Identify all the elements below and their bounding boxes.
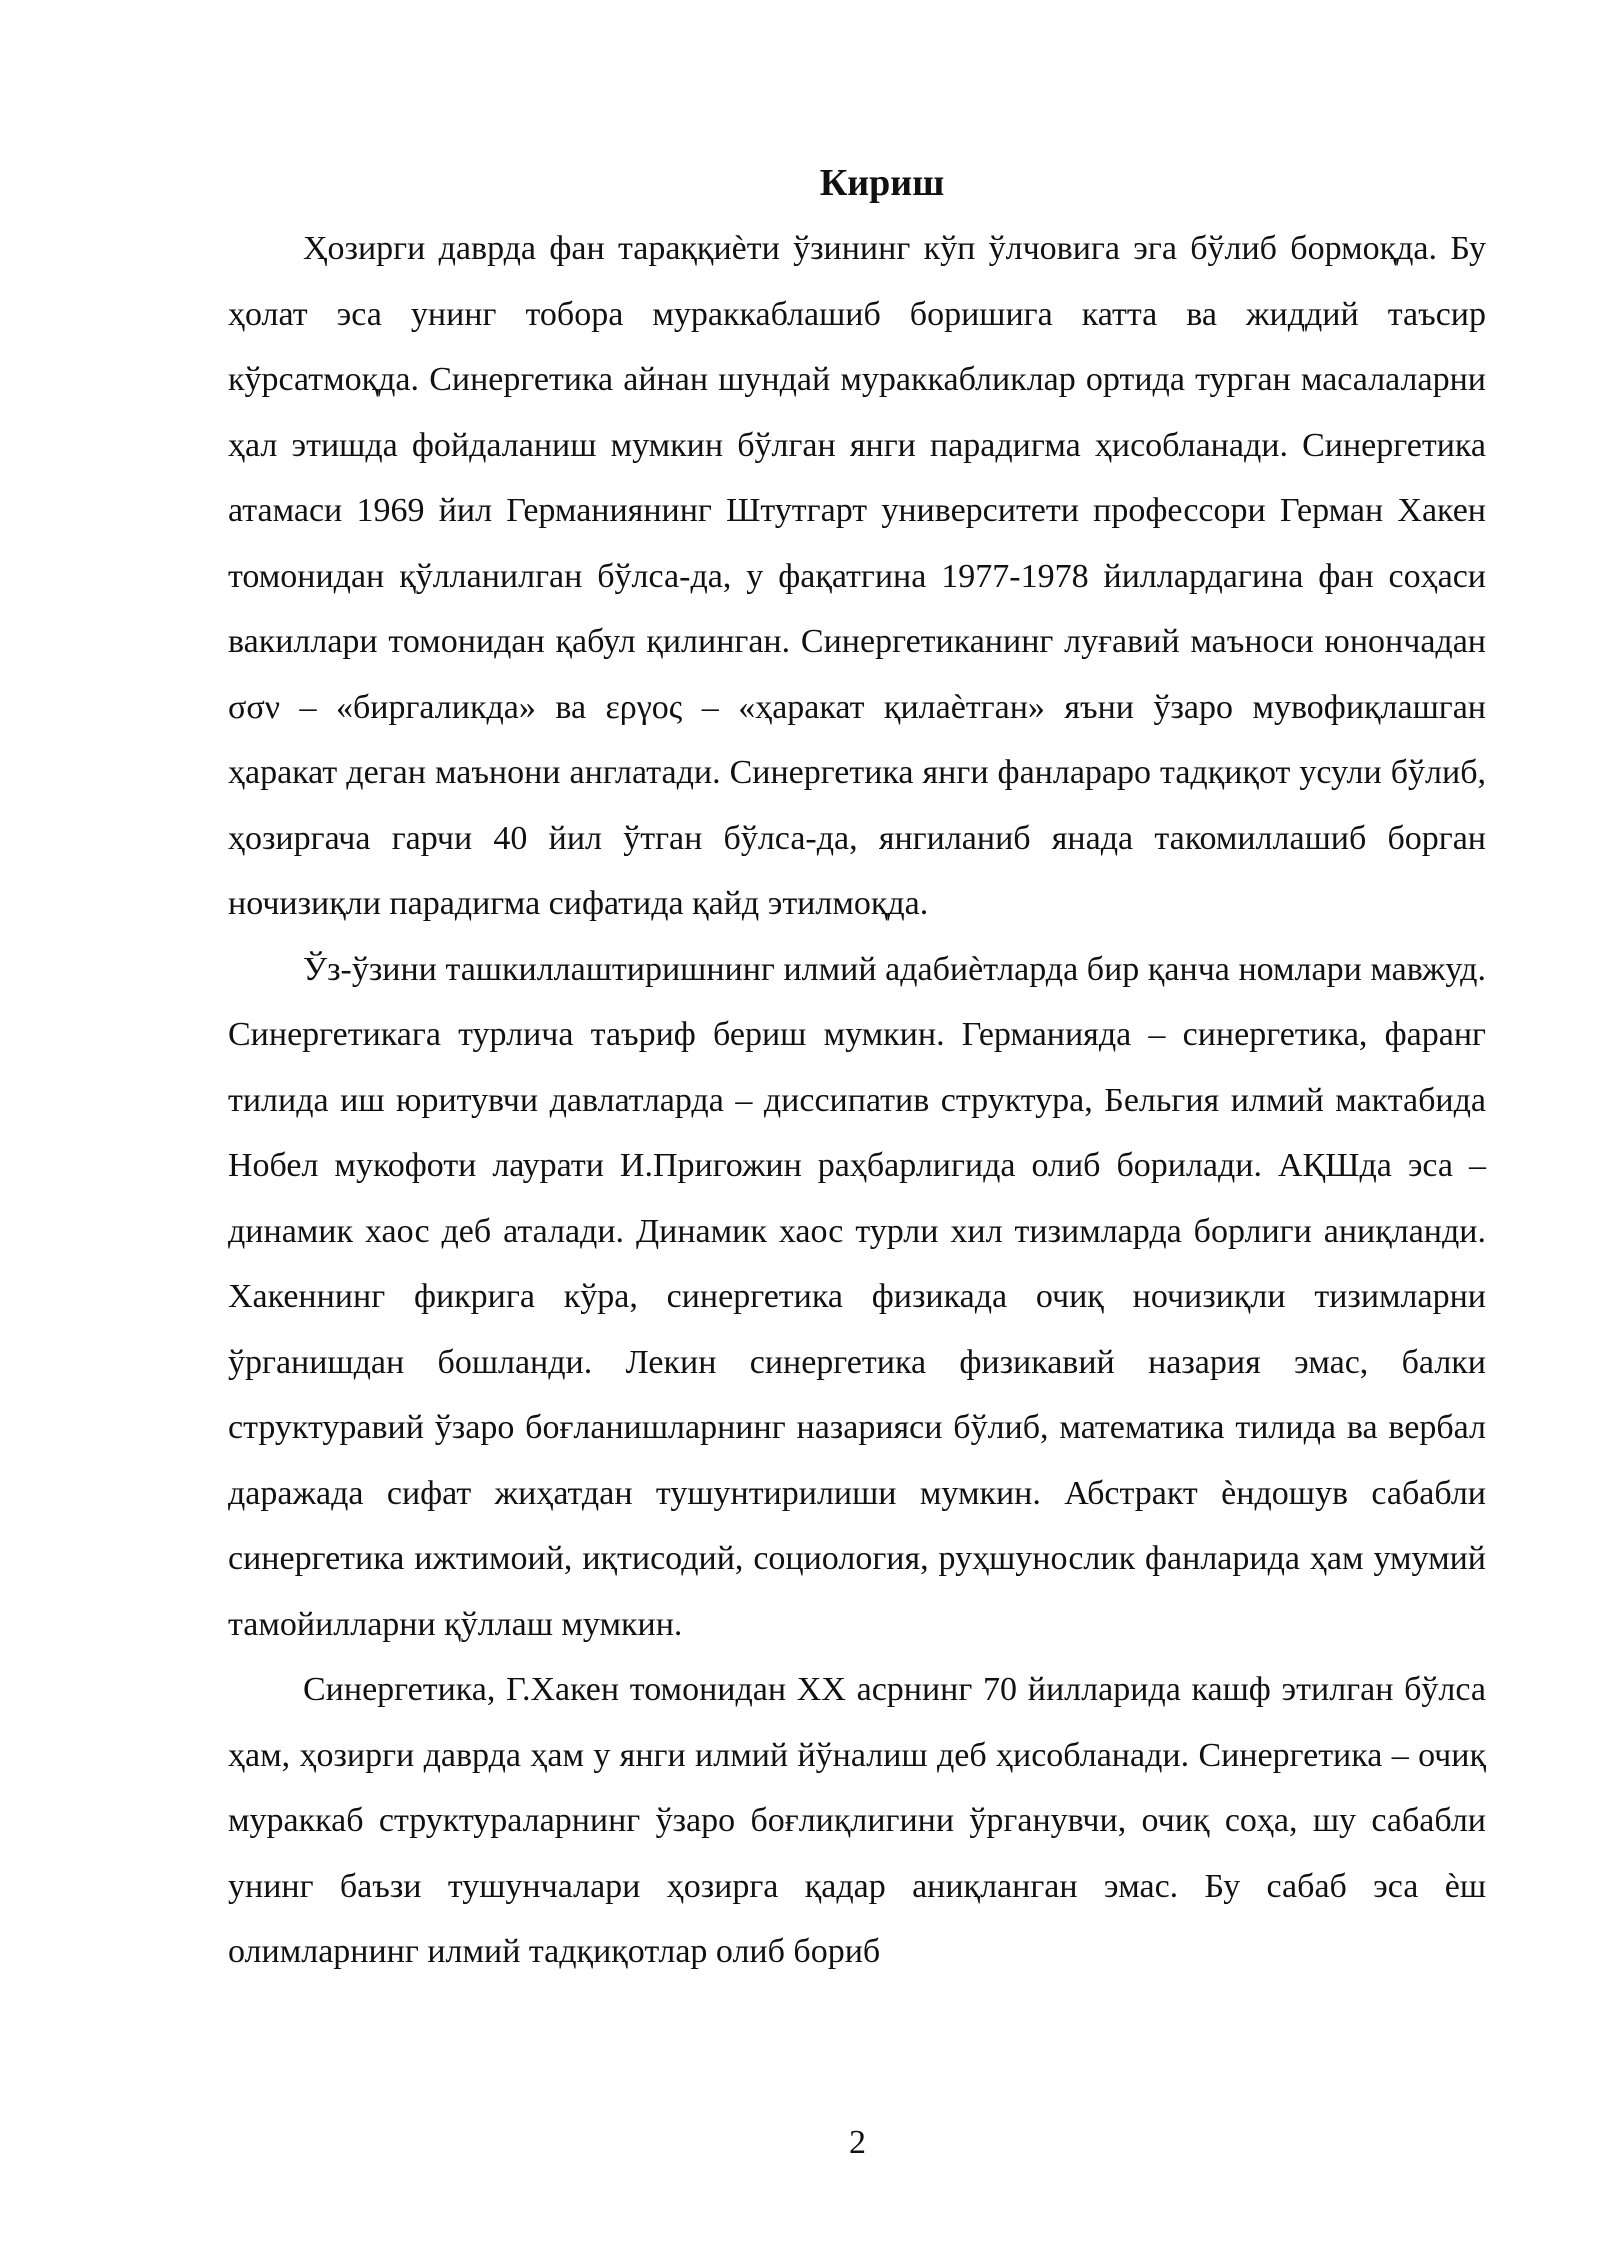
page-content	[228, 150, 1486, 1985]
page-title: Кириш	[819, 162, 945, 204]
paragraph-3: Синергетика, Г.Хакен томонидан XX асрнинг 70 йилларида кашф этилган бўлса ҳам, ҳозирги даврда ҳам у янги илмий йўналиш деб ҳисобланади. Синергетика – очиқ мураккаб структураларнинг ўзаро боғлиқлигини ўрганувчи, очиқ соҳа, шу сабабли унинг баъзи тушунчалари ҳозирга қадар аниқланган эмас. Бу сабаб эса ѐш олимларнинг илмий тадқиқотлар олиб бориб	[228, 1671, 1486, 1970]
paragraph-1: Ҳозирги даврда фан тараққиѐти ўзининг кўп ўлчовига эга бўлиб бормоқда. Бу ҳолат эса унинг тобора мураккаблашиб боришига катта ва жиддий таъсир кўрсатмоқда. Синергетика айнан шундай мураккабликлар ортида турган масалаларни ҳал этишда фойдаланиш мумкин бўлган янги парадигма ҳисобланади. Синергетика атамаси 1969 йил Германиянинг Штутгарт университети профессори Герман Хакен томонидан қўлланилган бўлса-да, у фақатгина 1977-1978 йиллардагина фан соҳаси вакиллари томонидан қабул қилинган. Синергетиканинг луғавий маъноси юнончадан σσν – «биргаликда» ва εργος – «ҳаракат қилаѐтган» яъни ўзаро мувофиқлашган ҳаракат деган маънони англатади. Синергетика янги фанлараро тадқиқот усули бўлиб, ҳозиргача гарчи 40 йил ўтган бўлса-да, янгиланиб янада такомиллашиб борган ночизиқли парадигма сифатида қайд этилмоқда.	[228, 230, 1486, 922]
paragraph-2: Ўз-ўзини ташкиллаштиришнинг илмий адабиѐтларда бир қанча номлари мавжуд. Синергетикага турлича таъриф бериш мумкин. Германияда – синергетика, фаранг тилида иш юритувчи давлатларда – диссипатив структура, Бельгия илмий мактабида Нобел мукофоти лаурати И.Пригожин раҳбарлигида олиб борилади. АҚШда эса – динамик хаос деб аталади. Динамик хаос турли хил тизимларда борлиги аниқланди. Хакеннинг фикрига кўра, синергетика физикада очиқ ночизиқли тизимларни ўрганишдан бошланди. Лекин синергетика физикавий назария эмас, балки структуравий ўзаро боғланишларнинг назарияси бўлиб, математика тилида ва вербал даражада сифат жиҳатдан тушунтирилиши мумкин. Абстракт ѐндошув сабабли синергетика ижтимоий, иқтисодий, социология, руҳшунослик фанларида ҳам умумий тамойилларни қўллаш мумкин.	[228, 950, 1486, 1643]
page-number: 2	[849, 2124, 866, 2161]
